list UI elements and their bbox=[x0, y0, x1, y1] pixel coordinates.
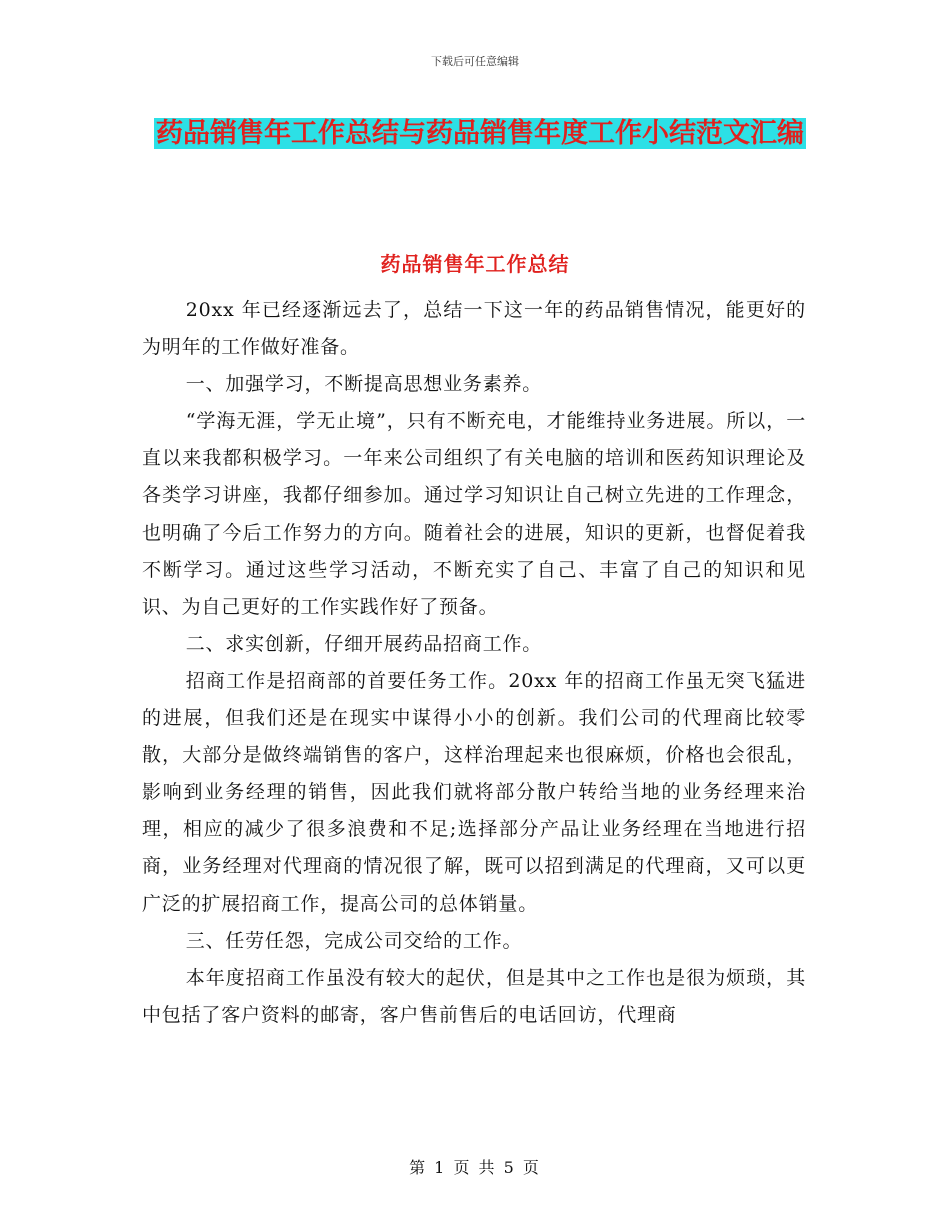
page-number: 第 1 页 共 5 页 bbox=[409, 1158, 541, 1177]
paragraph: 招商工作是招商部的首要任务工作。20xx 年的招商工作虽无突飞猛进的进展，但我们还是在现实中谋得小小的创新。我们公司的代理商比较零散，大部分是做终端销售的客户，这样治理起来也很麻烦，价格也会很乱，影响到业务经理的销售，因此我们就将部分散户转给当地的业务经理来治理，相应的减少了很多浪费和不足;选择部分产品让业务经理在当地进行招商，业务经理对代理商的情况很了解，既可以招到满足的代理商，又可以更广泛的扩展招商工作，提高公司的总体销量。 bbox=[142, 669, 806, 915]
document-body bbox=[142, 292, 806, 1034]
paragraph: 本年度招商工作虽没有较大的起伏，但是其中之工作也是很为烦琐，其中包括了客户资料的邮寄，客户售前售后的电话回访，代理商 bbox=[142, 966, 806, 1026]
document-title-text: 药品销售年工作总结与药品销售年度工作小结范文汇编 bbox=[156, 118, 804, 149]
paragraph: 20xx 年已经逐渐远去了，总结一下这一年的药品销售情况，能更好的为明年的工作做好准备。 bbox=[142, 299, 806, 359]
section-heading: 药品销售年工作总结 bbox=[380, 252, 570, 276]
header-note: 下载后可任意编辑 bbox=[431, 55, 519, 68]
paragraph: 三、任劳任怨，完成公司交给的工作。 bbox=[185, 929, 523, 952]
document-title bbox=[140, 110, 820, 157]
paragraph: 一、加强学习，不断提高思想业务素养。 bbox=[185, 373, 543, 396]
paragraph: 二、求实创新，仔细开展药品招商工作。 bbox=[185, 632, 543, 655]
paragraph: “学海无涯，学无止境”，只有不断充电，才能维持业务进展。所以，一直以来我都积极学习。一年来公司组织了有关电脑的培训和医药知识理论及各类学习讲座，我都仔细参加。通过学习知识让自己树立先进的工作理念，也明确了今后工作努力的方向。随着社会的进展，知识的更新，也督促着我不断学习。通过这些学习活动，不断充实了自己、丰富了自己的知识和见识、为自己更好的工作实践作好了预备。 bbox=[142, 410, 806, 618]
